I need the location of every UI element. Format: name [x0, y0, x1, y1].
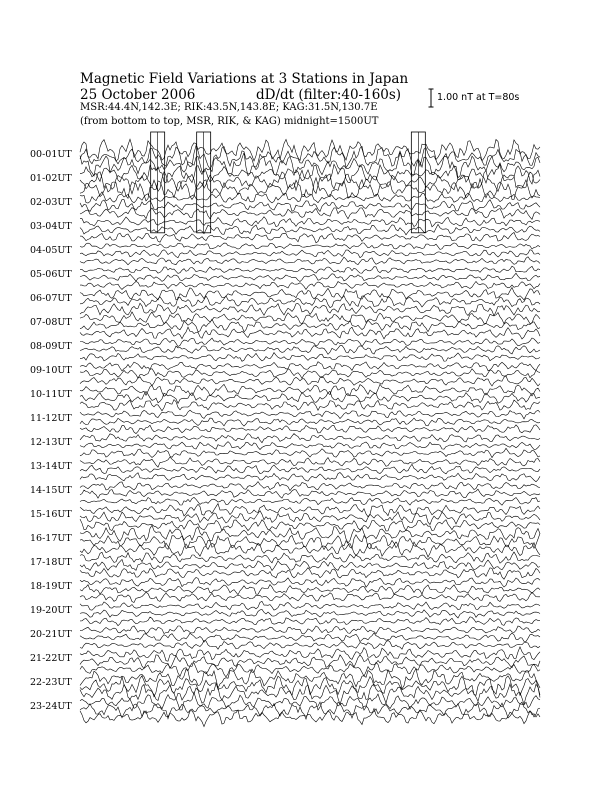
trace-10-11UT-RIK [80, 391, 540, 403]
trace-00-01UT-KAG [80, 139, 540, 161]
trace-06-07UT-KAG [80, 288, 540, 301]
row-label-06-07UT: 06-07UT [30, 293, 72, 304]
trace-08-09UT-RIK [80, 345, 540, 354]
trace-16-17UT-KAG [80, 525, 540, 543]
row-label-23-24UT: 23-24UT [30, 701, 72, 712]
trace-11-12UT-RIK [80, 418, 540, 426]
row-label-08-09UT: 08-09UT [30, 341, 72, 352]
trace-12-13UT-MSR [80, 448, 540, 457]
row-label-21-22UT: 21-22UT [30, 653, 72, 664]
trace-15-16UT-MSR [80, 519, 540, 531]
trace-order-note: (from bottom to top, MSR, RIK, & KAG) midnight=1500UT [80, 116, 379, 127]
row-label-22-23UT: 22-23UT [30, 677, 72, 688]
row-label-16-17UT: 16-17UT [30, 533, 72, 544]
trace-01-02UT-KAG [80, 164, 540, 184]
trace-23-24UT-RIK [80, 702, 540, 719]
trace-18-19UT-KAG [80, 578, 540, 588]
trace-23-24UT-MSR [80, 709, 540, 727]
trace-20-21UT-RIK [80, 633, 540, 642]
row-label-05-06UT: 05-06UT [30, 269, 72, 280]
trace-10-11UT-MSR [80, 400, 540, 411]
trace-19-20UT-RIK [80, 610, 540, 619]
trace-16-17UT-RIK [80, 533, 540, 549]
trace-04-05UT-MSR [80, 257, 540, 265]
trace-19-20UT-KAG [80, 601, 540, 610]
trace-13-14UT-KAG [80, 457, 540, 467]
trace-11-12UT-MSR [80, 425, 540, 434]
row-label-03-04UT: 03-04UT [30, 221, 72, 232]
trace-18-19UT-MSR [80, 592, 540, 602]
station-coordinates: MSR:44.4N,142.3E; RIK:43.5N,143.8E; KAG:31.5N,130.7E [80, 102, 378, 113]
trace-05-06UT-RIK [80, 273, 540, 281]
row-label-00-01UT: 00-01UT [30, 149, 72, 160]
row-label-10-11UT: 10-11UT [30, 389, 72, 400]
trace-13-14UT-MSR [80, 473, 540, 482]
trace-00-01UT-MSR [80, 153, 540, 178]
trace-17-18UT-RIK [80, 559, 540, 570]
trace-05-06UT-KAG [80, 266, 540, 273]
trace-20-21UT-KAG [80, 626, 540, 634]
trace-17-18UT-KAG [80, 552, 540, 563]
trace-02-03UT-MSR [80, 208, 540, 220]
trace-03-04UT-RIK [80, 224, 540, 234]
chart-title: Magnetic Field Variations at 3 Stations in Japan [80, 71, 409, 87]
trace-02-03UT-RIK [80, 200, 540, 212]
trace-04-05UT-RIK [80, 250, 540, 258]
trace-22-23UT-RIK [80, 676, 540, 697]
trace-15-16UT-KAG [80, 504, 540, 517]
trace-06-07UT-RIK [80, 296, 540, 308]
trace-14-15UT-MSR [80, 497, 540, 505]
trace-01-02UT-RIK [80, 170, 540, 194]
trace-17-18UT-MSR [80, 568, 540, 580]
trace-20-21UT-MSR [80, 640, 540, 649]
quantity-text: dD/dt (filter:40-160s) [256, 87, 402, 103]
row-label-07-08UT: 07-08UT [30, 317, 72, 328]
row-labels [30, 149, 72, 712]
trace-21-22UT-KAG [80, 647, 540, 661]
row-label-18-19UT: 18-19UT [30, 581, 72, 592]
trace-09-10UT-MSR [80, 376, 540, 386]
row-label-15-16UT: 15-16UT [30, 509, 72, 520]
row-label-12-13UT: 12-13UT [30, 437, 72, 448]
row-label-09-10UT: 09-10UT [30, 365, 72, 376]
trace-09-10UT-RIK [80, 369, 540, 379]
trace-12-13UT-RIK [80, 442, 540, 450]
trace-14-15UT-RIK [80, 489, 540, 498]
trace-07-08UT-MSR [80, 327, 540, 339]
trace-11-12UT-KAG [80, 410, 540, 419]
traces [80, 139, 540, 726]
trace-03-04UT-MSR [80, 233, 540, 243]
trace-14-15UT-KAG [80, 482, 540, 491]
trace-08-09UT-KAG [80, 338, 540, 347]
row-label-01-02UT: 01-02UT [30, 173, 72, 184]
row-label-04-05UT: 04-05UT [30, 245, 72, 256]
row-label-11-12UT: 11-12UT [30, 413, 72, 424]
trace-08-09UT-MSR [80, 353, 540, 362]
row-label-19-20UT: 19-20UT [30, 605, 72, 616]
row-label-17-18UT: 17-18UT [30, 557, 72, 568]
trace-03-04UT-KAG [80, 217, 540, 227]
scale-label: 1.00 nT at T=80s [437, 92, 520, 103]
date-text: 25 October 2006 [80, 87, 196, 103]
row-label-20-21UT: 20-21UT [30, 629, 72, 640]
trace-19-20UT-MSR [80, 617, 540, 626]
trace-09-10UT-KAG [80, 362, 540, 371]
trace-10-11UT-KAG [80, 384, 540, 396]
trace-07-08UT-RIK [80, 319, 540, 332]
trace-07-08UT-KAG [80, 312, 540, 324]
trace-05-06UT-MSR [80, 282, 540, 290]
row-label-02-03UT: 02-03UT [30, 197, 72, 208]
trace-13-14UT-RIK [80, 464, 540, 474]
row-label-13-14UT: 13-14UT [30, 461, 72, 472]
trace-18-19UT-RIK [80, 585, 540, 595]
row-label-14-15UT: 14-15UT [30, 485, 72, 496]
trace-15-16UT-RIK [80, 511, 540, 525]
trace-12-13UT-KAG [80, 434, 540, 443]
trace-04-05UT-KAG [80, 243, 540, 250]
